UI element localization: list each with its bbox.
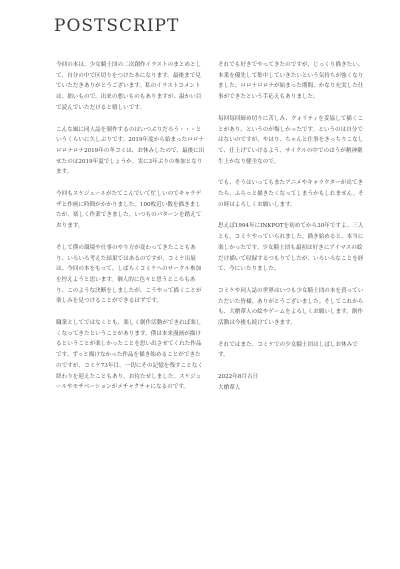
paragraph: 職業としてではなくとも、楽しく創作活動ができれば楽しくなってきたということがあります。僕は本来漫画が描けるということが楽しかったことを思い出させてくれた作品です。ずっと描けなかった作品を描き始めることができたのですが、コミケ73年目、一切にその記憶を残すことなく終わりを迎えたこともあり、お待たせしました。スケジュールやモチベーションがメチャクチャになるのです。	[56, 320, 203, 391]
paragraph: 思えば1994年にINKPOTを初めてから30年ですよ。三人とも、コミケやっていられました。描き始めると、本当に楽しかったです。少女騎士団も最初は好きにアイマスの絵だけ描いて収録するつもりでしたが、いろいろなことを経て、今にいたりました。	[218, 223, 364, 273]
author-name: 大槍葦人	[218, 384, 241, 391]
page-title: POSTSCRIPT	[54, 16, 180, 36]
paragraph: 今回の本は、少女騎士団の二次創作イラストのまとめとして、自分の中で区切りをつけた本になります。最後まで見ていただきありがとうございます。私のイラストコメントは、拙いもので、出来の悪いものもありますが、温かい目で読んでいただけると嬉しいです。	[56, 62, 202, 111]
paragraph: こんな風に同人誌を制作するのはいつぶりだろう・・・というくらいに久しぶりです。2019年度から始まったロロナロロナロナ2019年の冬コミは、お休みしたので、最後に出せたのは2019年夏でしょうか。実に3年ぶりの参加となります。	[56, 126, 205, 176]
paragraph: それでも好きでやってきたのですが、じっくり描きたい、本業を優先して集中していきたいという気持ちが強くなりました。ロロナロロナが始まった期間、かなり充実した仕事ができたという手応えもありました。	[218, 62, 364, 101]
left-column	[56, 60, 206, 404]
paragraph: コミケや同人誌の世界はいつも少女騎士団の本を買っていただいた皆様、ありがとうございました。そしてこれからも、大槍葦人の絵やゲームをよろしくお願いします。創作活動は今後も続けていきます。	[218, 287, 364, 327]
paragraph: 今回もスケジュールがたてこんでいて忙しいのでキャラデザと作画に時間がかかりました。100枚近い数を描きましたが、楽しく作業できました。いつものパターンを踏えております。	[56, 191, 202, 230]
paragraph: 毎回毎回締め切りに苦しみ、クォリティを妥協して描くことがあり、というのが悔しかったです。というのは自分ではないのですが、やはり、ちゃんと仕事をきっちりこなして、仕上げていけるよう、サイクルの中でのほうが精神衛生上かなり健全なので。	[218, 115, 364, 165]
paragraph: それではまた、コミケでの少女騎士団はしばしお休みです。	[218, 341, 358, 359]
date-line: 2022年8月吉日	[218, 374, 259, 381]
paragraph: でも、そうはいってもまたアニメやキャラクターが出てきたら、ふらっと描きたくなってしまうかもしれません。その時はよろしくお願いします。	[218, 180, 364, 208]
right-column	[218, 60, 368, 394]
paragraph: そして僕の環境や仕事のやり方が変わってきたこともあり、いろいろ考えた結果ではあるのですが、コミケ出展は、今回の本をもって、しばらくコミケへのサークル参加を控えようと思います。個人的に色々と思うところもあり、このような決断をしましたが、こうやって描くことが楽しみを見つけることができるはずです。	[56, 244, 202, 305]
